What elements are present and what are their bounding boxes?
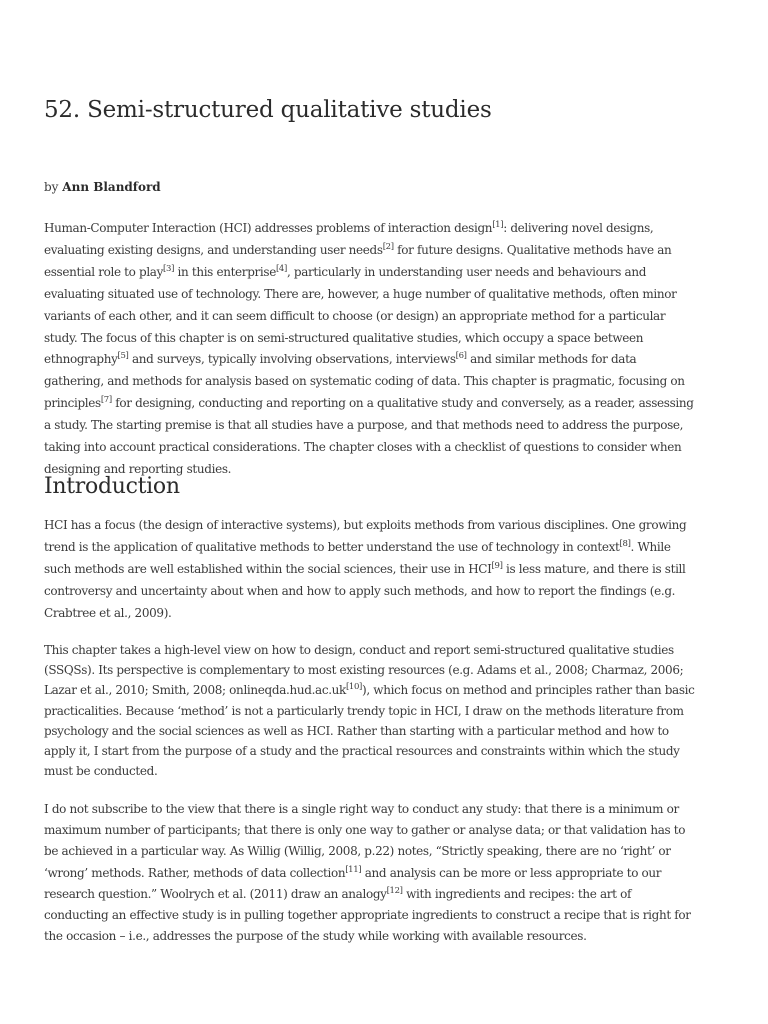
article-title: 52. Semi-structured qualitative studies [44, 97, 492, 123]
intro-paragraph-2 [44, 640, 696, 781]
paragraph-text: Human-Computer Interaction (HCI) addresses problems of interaction design [44, 221, 493, 235]
footnote-ref[interactable]: [3] [163, 263, 175, 274]
footnote-ref[interactable]: [9] [491, 560, 503, 571]
byline-prefix: by [44, 180, 63, 194]
footnote-ref[interactable]: [1] [492, 220, 504, 230]
paragraph-text: This chapter takes a high-level view on how to design, conduct and report semi-structured qualitative studies (SSQSs). Its perspective is complementary to most existing resources (e.g. Adams et al., 2008; Charmaz, 2006; Lazar et al., 2010; Smith, 2008; onlineqda.hud.ac.uk [44, 643, 684, 698]
author-name: Ann Blandford [62, 180, 161, 194]
paragraph-text: , particularly in understanding user needs and behaviours and evaluating situated use of technology. There are, however, a huge number of qualitative methods, often minor variants of each other, and it can seem difficult to choose (or design) an appropriate method for a particular study. The focus of this chapter is on semi-structured qualitative studies, which occupy a space between ethnography [44, 264, 677, 367]
paragraph-text: I do not subscribe to the view that there is a single right way to conduct any study: that there is a minimum or maximum number of participants; that there is only one way to gather or analyse data; or that validation has to be achieved in a particular way. As Willig (Willig, 2008, p.22) notes, “Strictly speaking, there are no ‘right’ or ‘wrong’ methods. Rather, methods of data collection [44, 802, 686, 880]
paragraph-text: is less mature, and there is still controversy and uncertainty about when and how to apply such methods, and how to report the findings (e.g. Crabtree et al., 2009). [44, 561, 686, 620]
paragraph-text: HCI has a focus (the design of interactive systems), but exploits methods from various disciplines. One growing trend is the application of qualitative methods to better understand the use of technology in context [44, 518, 687, 554]
abstract-paragraph [44, 218, 696, 481]
paragraph-text: : delivering novel designs, evaluating existing designs, and understanding user needs [44, 221, 654, 257]
footnote-ref[interactable]: [2] [382, 241, 394, 252]
paragraph-text: in this enterprise [174, 264, 276, 279]
paragraph-text: and surveys, typically involving observations, interviews [128, 352, 456, 367]
footnote-ref[interactable]: [8] [619, 538, 631, 549]
intro-paragraph-1 [44, 515, 696, 625]
footnote-ref[interactable]: [5] [117, 351, 129, 362]
intro-paragraph-3 [44, 799, 696, 947]
footnote-ref[interactable]: [7] [100, 395, 112, 406]
footnote-ref[interactable]: [11] [345, 864, 362, 875]
footnote-ref[interactable]: [10] [345, 682, 363, 693]
footnote-ref[interactable]: [12] [386, 885, 403, 896]
introduction-heading: Introduction [44, 474, 180, 499]
paragraph-text: for future designs. Qualitative methods have an essential role to play [44, 242, 672, 279]
footnote-ref[interactable]: [6] [455, 351, 467, 362]
footnote-ref[interactable]: [4] [275, 263, 287, 274]
paragraph-text: for designing, conducting and reporting on a qualitative study and conversely, as a reader, assessing a study. The starting premise is that all studies have a purpose, and that methods need to address the purpose, taking into account practical considerations. The chapter closes with a checklist of questions to consider when designing and reporting studies. [44, 396, 694, 476]
paragraph-text: ), which focus on method and principles rather than basic practicalities. Because ‘method’ is not a particularly trendy topic in HCI, I draw on the methods literature from psychology and the social sciences as well as HCI. Rather than starting with a particular method and how to apply it, I start from the purpose of a study and the practical resources and constraints within which the study must be conducted. [44, 683, 695, 779]
paragraph-text: . While such methods are well established within the social sciences, their use in HCI [44, 539, 671, 576]
paragraph-text: and similar methods for data gathering, and methods for analysis based on systematic coding of data. This chapter is pragmatic, focusing on principles [44, 352, 685, 411]
paragraph-text: with ingredients and recipes: the art of conducting an effective study is in pulling together appropriate ingredients to construct a recipe that is right for the occasion – i.e., addresses the purpose of the study while working with available resources. [44, 886, 691, 944]
byline [44, 178, 161, 196]
paragraph-text: and analysis can be more or less appropriate to our research question.” Woolrych et al. (2011) draw an analogy [44, 865, 662, 901]
